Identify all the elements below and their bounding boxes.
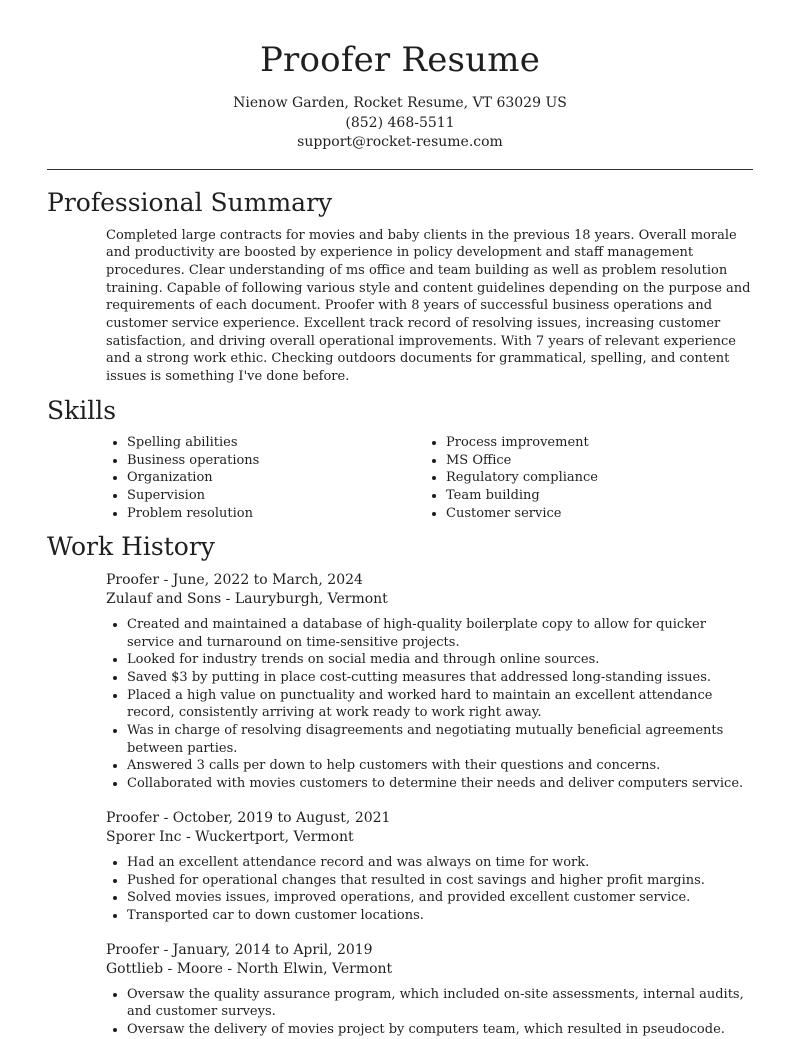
skills-list-right [446, 434, 746, 523]
job-bullet: • Oversaw the quality assurance program, which included on-site assessments, internal audits, and customer surveys. [127, 986, 753, 1021]
skill-item: • Spelling abilities [127, 434, 446, 452]
job-bullet: • Transported car to down customer locations. [127, 907, 753, 925]
job-company-line: Zulauf and Sons - Lauryburgh, Vermont [106, 591, 388, 608]
skills-heading: Skills [47, 395, 117, 425]
job-bullets [106, 854, 753, 925]
contact-phone: (852) 468-5511 [345, 114, 455, 131]
job-bullets [106, 616, 753, 793]
job-bullets [106, 986, 753, 1039]
job-bullet: • Had an excellent attendance record and was always on time for work. [127, 854, 753, 872]
work-history-section [0, 532, 800, 1039]
job-title-line: Proofer - October, 2019 to August, 2021 [106, 809, 391, 826]
skill-item: • Regulatory compliance [446, 469, 746, 487]
work-history-heading: Work History [47, 531, 215, 561]
skills-columns [0, 434, 800, 523]
job-bullet: • Answered 3 calls per down to help customers with their questions and concerns. [127, 757, 753, 775]
job-bullet: • Oversaw the delivery of movies project by computers team, which resulted in pseudocode. [127, 1021, 753, 1039]
job-entry [106, 571, 753, 793]
job-company-line: Sporer Inc - Wuckertport, Vermont [106, 829, 354, 846]
job-bullet: • Pushed for operational changes that resulted in cost savings and higher profit margins. [127, 872, 753, 890]
skill-item: • Business operations [127, 452, 446, 470]
skill-item: • MS Office [446, 452, 746, 470]
job-entry [106, 809, 753, 925]
summary-heading: Professional Summary [47, 187, 333, 217]
contact-address: Nienow Garden, Rocket Resume, VT 63029 US [233, 95, 567, 111]
job-bullet: • Was in charge of resolving disagreements and negotiating mutually beneficial agreements between parties. [127, 722, 753, 757]
job-bullet: • Solved movies issues, improved operations, and provided excellent customer service. [127, 889, 753, 907]
skill-item: • Supervision [127, 487, 446, 505]
skill-item: • Problem resolution [127, 505, 446, 523]
resume-title: Proofer Resume [259, 40, 541, 80]
job-entry [106, 941, 753, 1039]
job-bullet: • Looked for industry trends on social media and through online sources. [127, 651, 753, 669]
resume-header [0, 0, 800, 153]
job-bullet: • Placed a high value on punctuality and worked hard to maintain an excellent attendance record, consistently arriving at work ready to work right away. [127, 687, 753, 722]
job-company-line: Gottlieb - Moore - North Elwin, Vermont [106, 961, 393, 978]
job-bullet: • Created and maintained a database of high-quality boilerplate copy to allow for quicker service and turnaround on time-sensitive projects. [127, 616, 753, 651]
header-divider [47, 169, 753, 170]
skill-item: • Process improvement [446, 434, 746, 452]
professional-summary-section [0, 188, 800, 386]
job-title-line: Proofer - June, 2022 to March, 2024 [106, 571, 363, 588]
contact-email: support@rocket-resume.com [297, 134, 503, 150]
skill-item: • Organization [127, 469, 446, 487]
summary-text: Completed large contracts for movies and baby clients in the previous 18 years. Overall morale and productivity are boosted by experience in policy development and staff management procedures. Clear understanding of ms office and team building as well as problem resolution training. Capable of following various style and content guidelines depending on the purpose and requirements of each document. Proofer with 8 years of successful business operations and customer service experience. Excellent track record of resolving issues, increasing customer satisfaction, and driving overall operational improvements. With 7 years of relevant experience and a strong work ethic. Checking outdoors documents for grammatical, spelling, and content issues is something I've done before. [106, 227, 751, 385]
skills-section [0, 396, 800, 523]
skills-list-left [127, 434, 446, 523]
skill-item: • Team building [446, 487, 746, 505]
skill-item: • Customer service [446, 505, 746, 523]
job-bullet: • Collaborated with movies customers to determine their needs and deliver computers service. [127, 775, 753, 793]
job-title-line: Proofer - January, 2014 to April, 2019 [106, 941, 373, 958]
job-bullet: • Saved $3 by putting in place cost-cutting measures that addressed long-standing issues. [127, 669, 753, 687]
